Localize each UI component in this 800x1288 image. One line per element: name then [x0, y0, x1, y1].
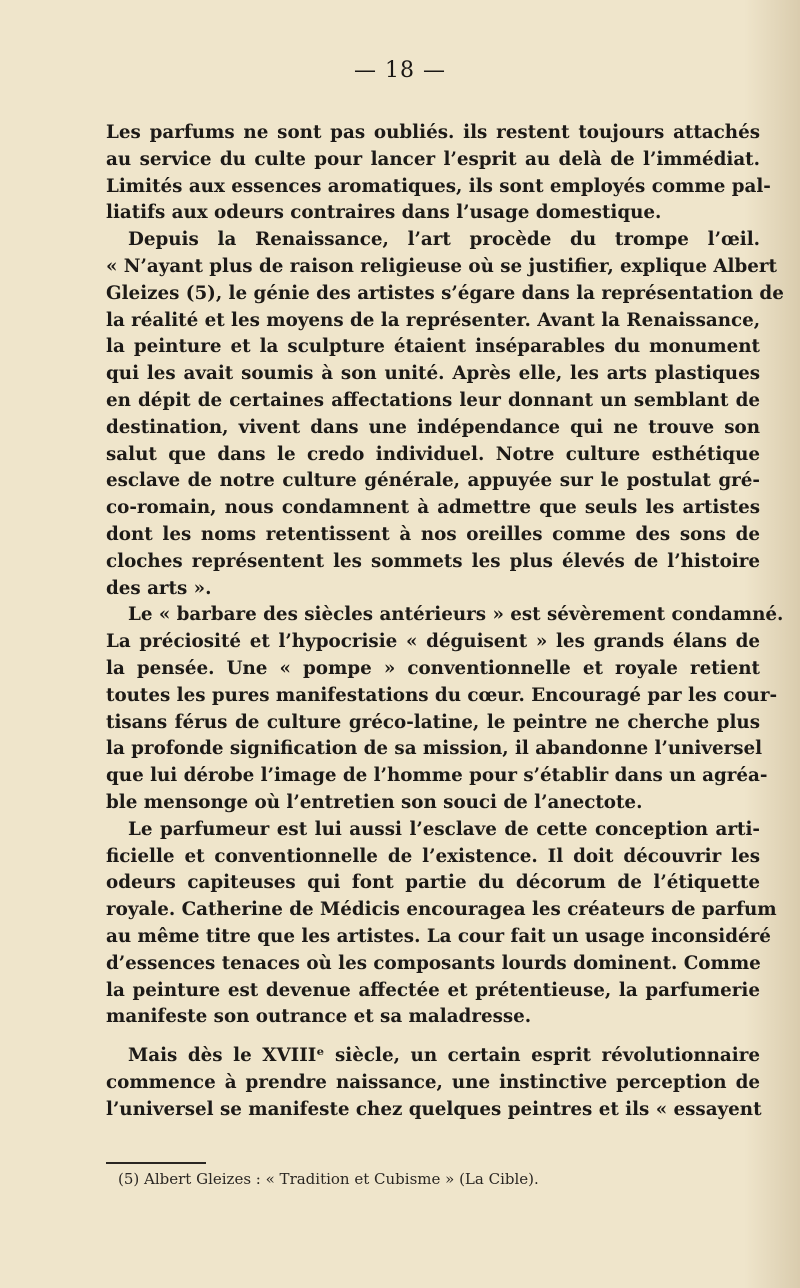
- text-line: la peinture et la sculpture étaient inséparables du monument: [106, 336, 760, 358]
- text-line: que lui dérobe l’image de l’homme pour s’établir dans un agréa-: [106, 765, 768, 787]
- text-line: commence à prendre naissance, une instinctive perception de: [106, 1071, 760, 1093]
- text-line: au service du culte pour lancer l’esprit au delà de l’immédiat.: [106, 148, 760, 170]
- body-text: [106, 120, 784, 1123]
- text-line: Le parfumeur est lui aussi l’esclave de cette conception arti-: [128, 818, 760, 840]
- text-line: l’universel se manifeste chez quelques peintres et ils « essayent: [106, 1098, 762, 1120]
- text-line: Les parfums ne sont pas oubliés. ils restent toujours attachés: [106, 122, 760, 143]
- text-line: Limités aux essences aromatiques, ils sont employés comme pal-: [106, 175, 771, 197]
- text-line: « N’ayant plus de raison religieuse où se justifier, explique Albert: [106, 255, 777, 277]
- text-line: la peinture est devenue affectée et prétentieuse, la parfumerie: [106, 979, 760, 1001]
- text-line: la profonde signification de sa mission, il abandonne l’universel: [106, 738, 763, 760]
- text-line: d’essences tenaces où les composants lourds dominent. Comme: [106, 952, 761, 974]
- text-line: la pensée. Une « pompe » conventionnelle et royale retient: [106, 657, 760, 679]
- text-line: toutes les pures manifestations du cœur. Encouragé par les cour-: [106, 684, 778, 706]
- text-line: ficielle et conventionnelle de l’existence. Il doit découvrir les: [106, 845, 760, 867]
- text-line: esclave de notre culture générale, appuyée sur le postulat gré-: [106, 470, 760, 492]
- text-line: odeurs capiteuses qui font partie du décorum de l’étiquette: [106, 872, 760, 894]
- text-line: liatifs aux odeurs contraires dans l’usage domestique.: [106, 202, 662, 224]
- text-line: Mais dès le XVIIIᵉ siècle, un certain esprit révolutionnaire: [128, 1045, 760, 1067]
- text-line: en dépit de certaines affectations leur donnant un semblant de: [106, 389, 760, 411]
- text-line: salut que dans le credo individuel. Notre culture esthétique: [106, 443, 760, 465]
- text-line: la réalité et les moyens de la représenter. Avant la Renaissance,: [106, 309, 761, 331]
- text-line: royale. Catherine de Médicis encouragea les créateurs de parfum: [106, 899, 777, 921]
- text-line: La préciosité et l’hypocrisie « déguisent » les grands élans de: [106, 631, 760, 653]
- text-line: qui les avait soumis à son unité. Après elle, les arts plastiques: [106, 363, 760, 385]
- text-line: manifeste son outrance et sa maladresse.: [106, 1006, 532, 1028]
- text-line: dont les noms retentissent à nos oreilles comme des sons de: [106, 523, 760, 545]
- text-line: des arts ».: [106, 577, 212, 599]
- footnote: (5) Albert Gleizes : « Tradition et Cubisme » (La Cible).: [118, 1170, 539, 1188]
- text-line: cloches représentent les sommets les plus élevés de l’histoire: [106, 550, 760, 572]
- text-line: destination, vivent dans une indépendance qui ne trouve son: [106, 416, 760, 438]
- text-line: Depuis la Renaissance, l’art procède du trompe l’œil.: [128, 229, 760, 251]
- text-line: Gleizes (5), le génie des artistes s’égare dans la représentation de: [106, 282, 784, 304]
- text-line: ble mensonge où l’entretien son souci de l’anectote.: [106, 791, 643, 813]
- text-line: co-romain, nous condamnent à admettre que seuls les artistes: [106, 497, 760, 519]
- text-line: au même titre que les artistes. La cour fait un usage inconsidéré: [106, 925, 771, 947]
- text-line: Le « barbare des siècles antérieurs » est sévèrement condamné.: [128, 604, 784, 626]
- text-line: tisans férus de culture gréco-latine, le peintre ne cherche plus: [106, 711, 760, 733]
- page-number: — 18 —: [354, 58, 446, 83]
- footnote-divider: [106, 1162, 206, 1164]
